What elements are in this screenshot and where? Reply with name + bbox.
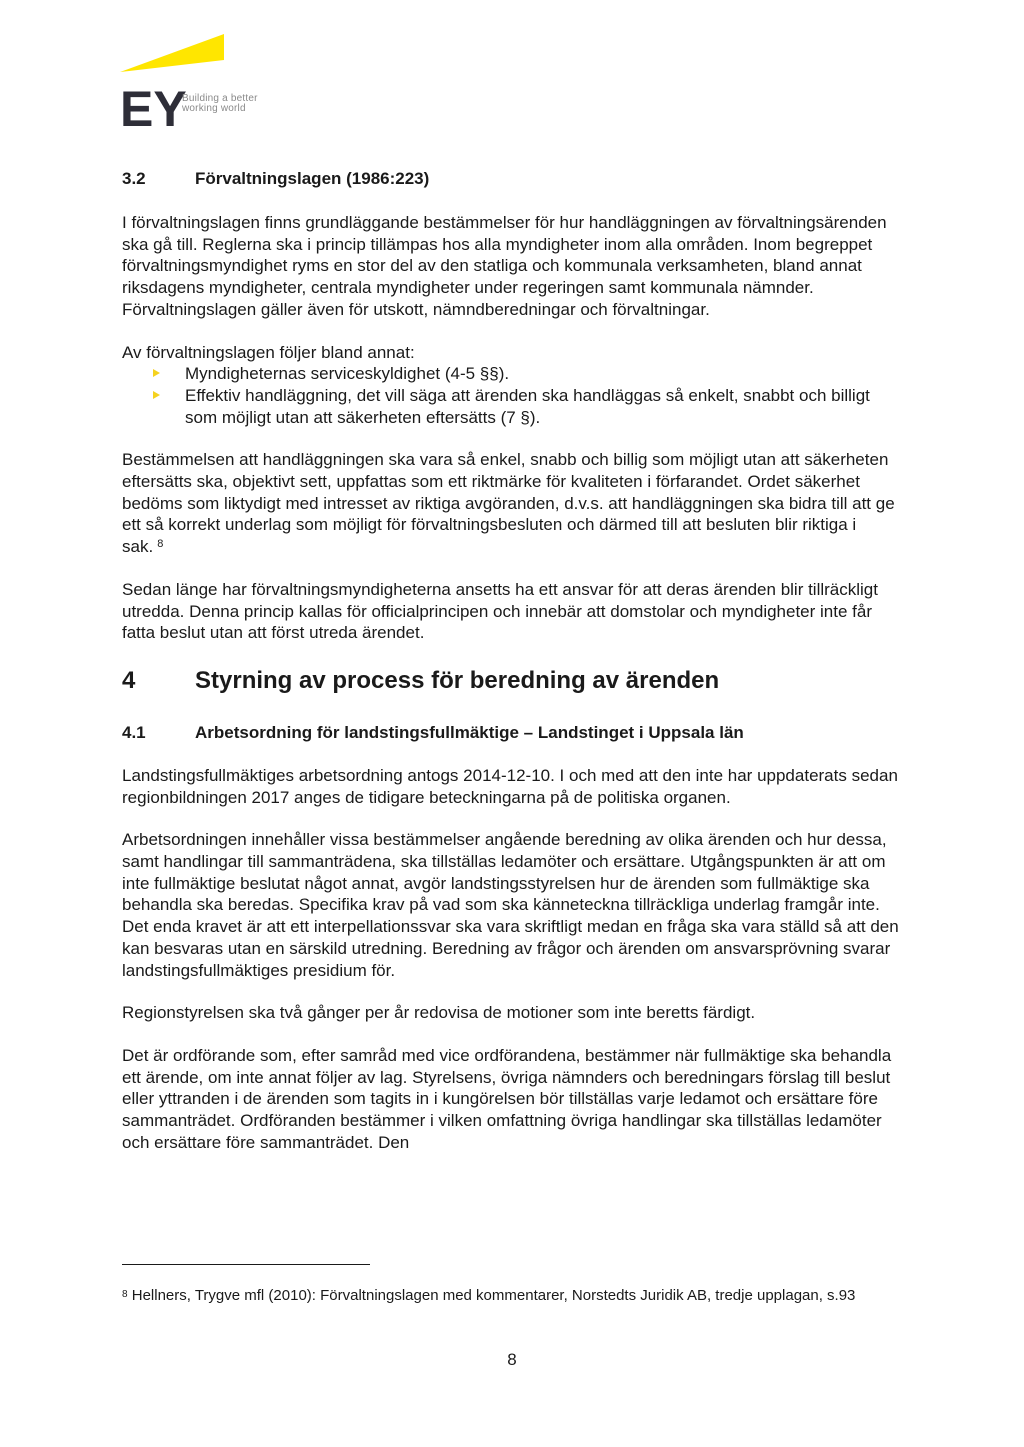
- tagline-line-1: Building a better: [182, 93, 258, 104]
- heading-number: 3.2: [122, 169, 146, 188]
- logo-beam: [120, 34, 224, 72]
- heading-4: [122, 666, 902, 696]
- paragraph: Bestämmelsen att handläggningen ska vara så enkel, snabb och billig som möjligt utan att säkerheten eftersätts ska, objektivt sett, uppfattas som ett riktmärke för kvaliteten i förfarandet. Ordet säkerhet bedöms som liktydigt med intresset av riktiga avgöranden, d.v.s. att handläggningen ska bidra till att ge ett så korrekt underlag som möjligt för förvaltningsbesluten och därmed till att besluten blir riktiga i sak. $^8$: [122, 450, 895, 557]
- heading-4-1: [122, 722, 902, 744]
- footnote-divider: [122, 1264, 370, 1265]
- footnote-text: Hellners, Trygve mfl (2010): Förvaltningslagen med kommentarer, Norstedts Juridik AB, tredje upplagan, s.93: [131, 1287, 856, 1304]
- bullet-list: [122, 363, 902, 428]
- document-body: [122, 168, 902, 1154]
- tagline-line-2: working world: [182, 103, 246, 114]
- bullet-arrow-icon: [153, 369, 160, 377]
- paragraph: Det är ordförande som, efter samråd med vice ordförandena, bestämmer när fullmäktige ska behandla ett ärende, om inte annat följer av lag. Styrelsens, övriga nämnders och beredningars förslag till beslut eller yttranden i de ärenden som tagits in i kungörelsen bör tillställas varje ledamot och ersättare före sammanträdet. Ordföranden bestämmer i vilken omfattning övriga handlingar ska tillställas ledamöter och ersättare före sammanträdet. Den: [122, 1045, 892, 1152]
- paragraph: Regionstyrelsen ska två gånger per år redovisa de motioner som inte beretts färdigt.: [122, 1003, 756, 1023]
- heading-3-2: [122, 168, 902, 190]
- paragraph: Landstingsfullmäktiges arbetsordning antogs 2014-12-10. I och med att den inte har uppdaterats sedan regionbildningen 2017 anges de tidigare beteckningarna på de politiska organen.: [122, 765, 898, 807]
- footnote-ref: 8: [157, 538, 164, 551]
- footnote: [122, 1285, 862, 1306]
- logo-letters: EY: [120, 81, 187, 128]
- list-intro: Av förvaltningslagen följer bland annat:: [122, 342, 415, 362]
- paragraph: Arbetsordningen innehåller vissa bestämmelser angående beredning av olika ärenden och hur dessa, samt handlingar till sammanträdena, ska tillställas ledamöter och ersättare. Utgångspunkten är att om inte fullmäktige beslutat något annat, avgör landstingsstyrelsen hur de ärenden som fullmäktige ska behandla ska beredas. Specifika krav på vad som ska känneteckna tillräckliga underlag framgår inte. Det enda kravet är att ett interpellationssvar ska vara skriftligt medan en fråga ska vara ställd så att den kan besvaras utan en särskild utredning. Beredning av frågor och ärenden om ansvarsprövning svarar landstingsfullmäktiges presidium för.: [122, 830, 899, 980]
- paragraph: I förvaltningslagen finns grundläggande bestämmelser för hur handläggningen av förvaltningsärenden ska gå till. Reglerna ska i princip tillämpas hos alla myndigheter inom alla områden. Inom begreppet förvaltningsmyndighet ryms en stor del av den statliga och kommunala verksamheten, bland annat riksdagens myndigheter, centrala myndigheter under regeringen samt kommunala nämnder. Förvaltningslagen gäller även för utskott, nämndberedningar och förvaltningar.: [122, 213, 887, 319]
- heading-title: Arbetsordning för landstingsfullmäktige – Landstinget i Uppsala län: [195, 722, 744, 742]
- footnote-marker: 8: [122, 1289, 128, 1300]
- logo-tagline: [182, 94, 292, 114]
- paragraph: Sedan länge har förvaltningsmyndigheterna ansetts ha ett ansvar för att deras ärenden blir tillräckligt utredda. Denna princip kallas för officialprincipen och innebär att domstolar och myndigheter inte får fatta beslut utan att först utreda ärendet.: [122, 579, 878, 643]
- list-item: Effektiv handläggning, det vill säga att ärenden ska handläggas så enkelt, snabbt och billigt som möjligt utan att säkerheten eftersätts (7 §).: [122, 385, 902, 428]
- ey-logo: [120, 32, 300, 128]
- bullet-arrow-icon: [153, 391, 160, 399]
- heading-title: Styrning av process för beredning av ärenden: [195, 666, 720, 694]
- heading-title: Förvaltningslagen (1986:223): [195, 169, 430, 188]
- heading-number: 4.1: [122, 722, 146, 742]
- page-number: 8: [507, 1350, 517, 1369]
- list-item: Myndigheternas serviceskyldighet (4-5 §§).: [122, 363, 902, 385]
- heading-number: 4: [122, 666, 136, 694]
